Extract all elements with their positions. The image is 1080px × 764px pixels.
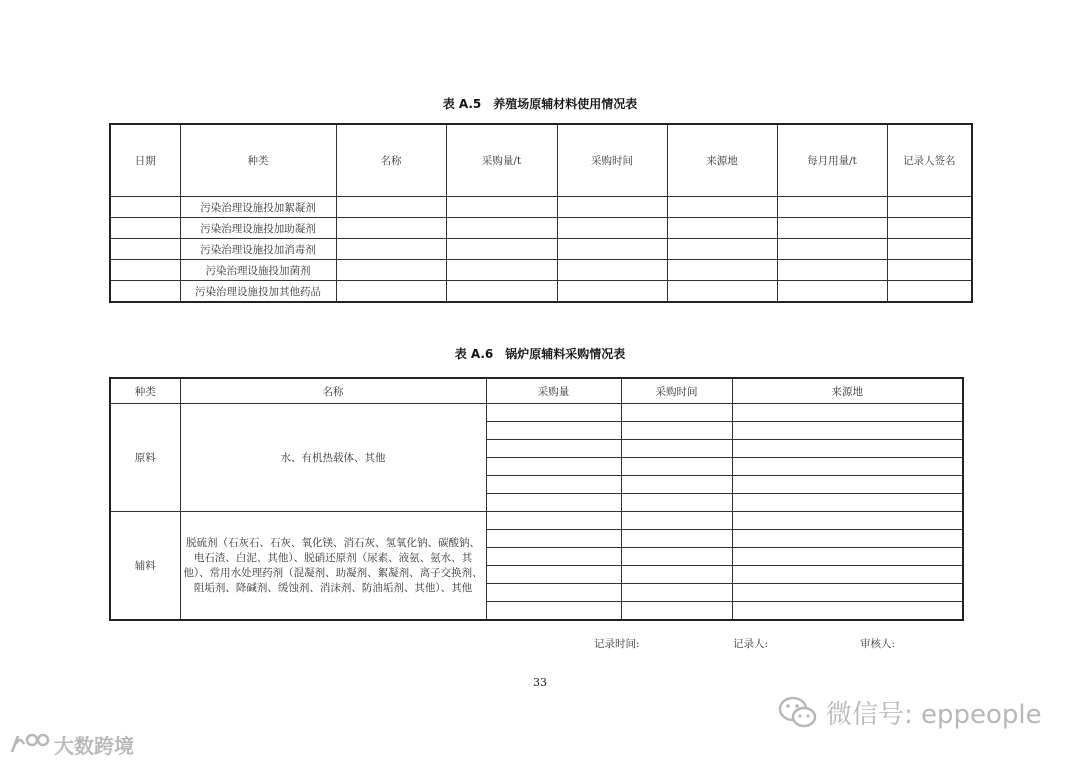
- input-cell[interactable]: [621, 422, 732, 440]
- input-cell[interactable]: [621, 512, 732, 530]
- input-cell[interactable]: [732, 476, 963, 494]
- input-cell[interactable]: [446, 197, 557, 218]
- input-cell[interactable]: [777, 239, 887, 260]
- type-cell: 污染治理设施投加助凝剂: [180, 218, 336, 239]
- table-row: [110, 197, 972, 218]
- header-date: 日期: [110, 124, 180, 197]
- table-a5-caption: 表 A.5 养殖场原辅材料使用情况表: [442, 97, 638, 111]
- table-a6-header-row: [110, 378, 963, 404]
- header-name: 名称: [180, 378, 486, 404]
- input-cell[interactable]: [446, 281, 557, 303]
- header-name: 名称: [336, 124, 446, 197]
- table-row: [110, 218, 972, 239]
- header-purchase-amount: 采购量: [486, 378, 621, 404]
- header-type: 种类: [110, 378, 180, 404]
- raw-category-cell: 原料: [110, 404, 180, 512]
- page-number: 33: [533, 676, 547, 689]
- input-cell[interactable]: [621, 404, 732, 422]
- input-cell[interactable]: [887, 239, 972, 260]
- recorder-label: 记录人:: [733, 638, 769, 650]
- input-cell[interactable]: [621, 548, 732, 566]
- input-cell[interactable]: [732, 530, 963, 548]
- header-recorder-signature: 记录人签名: [887, 124, 972, 197]
- date-cell[interactable]: [110, 197, 180, 218]
- input-cell[interactable]: [667, 239, 777, 260]
- input-cell[interactable]: [557, 281, 667, 303]
- input-cell[interactable]: [486, 404, 621, 422]
- input-cell[interactable]: [732, 566, 963, 584]
- aux-category-cell: 辅料: [110, 512, 180, 621]
- input-cell[interactable]: [732, 548, 963, 566]
- input-cell[interactable]: [777, 260, 887, 281]
- type-cell: 污染治理设施投加其他药品: [180, 281, 336, 303]
- input-cell[interactable]: [621, 530, 732, 548]
- table-row: [110, 239, 972, 260]
- input-cell[interactable]: [732, 458, 963, 476]
- input-cell[interactable]: [667, 197, 777, 218]
- table-row: [110, 281, 972, 303]
- input-cell[interactable]: [732, 602, 963, 621]
- input-cell[interactable]: [732, 584, 963, 602]
- input-cell[interactable]: [887, 260, 972, 281]
- input-cell[interactable]: [667, 218, 777, 239]
- input-cell[interactable]: [486, 494, 621, 512]
- input-cell[interactable]: [621, 566, 732, 584]
- wechat-id-text: 微信号: eppeople: [826, 700, 1042, 730]
- brand-text: 大数跨境: [54, 734, 134, 758]
- table-row: [110, 512, 963, 530]
- input-cell[interactable]: [621, 440, 732, 458]
- type-cell: 污染治理设施投加菌剂: [180, 260, 336, 281]
- date-cell[interactable]: [110, 218, 180, 239]
- input-cell[interactable]: [667, 281, 777, 303]
- table-row: [110, 260, 972, 281]
- input-cell[interactable]: [336, 260, 446, 281]
- input-cell[interactable]: [732, 422, 963, 440]
- input-cell[interactable]: [486, 530, 621, 548]
- input-cell[interactable]: [557, 239, 667, 260]
- table-a6-caption: 表 A.6 锅炉原辅料采购情况表: [454, 347, 626, 361]
- reviewer-label: 审核人:: [860, 638, 896, 650]
- input-cell[interactable]: [557, 197, 667, 218]
- type-cell: 污染治理设施投加絮凝剂: [180, 197, 336, 218]
- input-cell[interactable]: [732, 404, 963, 422]
- date-cell[interactable]: [110, 281, 180, 303]
- date-cell[interactable]: [110, 260, 180, 281]
- input-cell[interactable]: [486, 422, 621, 440]
- input-cell[interactable]: [557, 260, 667, 281]
- input-cell[interactable]: [486, 458, 621, 476]
- input-cell[interactable]: [732, 494, 963, 512]
- input-cell[interactable]: [486, 566, 621, 584]
- input-cell[interactable]: [621, 476, 732, 494]
- input-cell[interactable]: [486, 512, 621, 530]
- input-cell[interactable]: [667, 260, 777, 281]
- wechat-watermark: [778, 694, 1042, 731]
- input-cell[interactable]: [777, 218, 887, 239]
- header-source: 来源地: [667, 124, 777, 197]
- input-cell[interactable]: [336, 197, 446, 218]
- input-cell[interactable]: [336, 239, 446, 260]
- date-cell[interactable]: [110, 239, 180, 260]
- input-cell[interactable]: [557, 218, 667, 239]
- brand-watermark: [10, 730, 134, 759]
- input-cell[interactable]: [336, 218, 446, 239]
- input-cell[interactable]: [486, 602, 621, 621]
- table-row: [110, 404, 963, 422]
- input-cell[interactable]: [446, 218, 557, 239]
- input-cell[interactable]: [887, 281, 972, 303]
- input-cell[interactable]: [486, 440, 621, 458]
- input-cell[interactable]: [732, 512, 963, 530]
- table-a5-header-row: [110, 124, 972, 197]
- table-a5: [109, 123, 973, 303]
- header-source: 来源地: [732, 378, 963, 404]
- input-cell[interactable]: [446, 239, 557, 260]
- input-cell[interactable]: [621, 602, 732, 621]
- header-monthly-usage: 每月用量/t: [777, 124, 887, 197]
- input-cell[interactable]: [446, 260, 557, 281]
- input-cell[interactable]: [887, 197, 972, 218]
- type-cell: 污染治理设施投加消毒剂: [180, 239, 336, 260]
- wechat-icon: [778, 695, 818, 731]
- record-time-label: 记录时间:: [594, 638, 640, 650]
- input-cell[interactable]: [486, 476, 621, 494]
- table-a6: [109, 377, 964, 621]
- aux-name-cell: 脱硫剂（石灰石、石灰、氧化镁、消石灰、氢氧化钠、碳酸钠、电石渣、白泥、其他）、脱硝还原剂（尿素、液氨、氨水、其他）、常用水处理药剂（混凝剂、助凝剂、絮凝剂、离子交换剂、阻垢剂、降碱剂、缓蚀剂、消沫剂、防油垢剂、其他）、其他: [180, 512, 486, 621]
- input-cell[interactable]: [621, 458, 732, 476]
- input-cell[interactable]: [486, 584, 621, 602]
- header-purchase-time: 采购时间: [557, 124, 667, 197]
- input-cell[interactable]: [777, 281, 887, 303]
- input-cell[interactable]: [486, 548, 621, 566]
- brand-logo-icon: [10, 732, 50, 758]
- input-cell[interactable]: [887, 218, 972, 239]
- input-cell[interactable]: [621, 494, 732, 512]
- input-cell[interactable]: [621, 584, 732, 602]
- input-cell[interactable]: [336, 281, 446, 303]
- header-type: 种类: [180, 124, 336, 197]
- raw-name-cell: 水、有机热载体、其他: [180, 404, 486, 512]
- header-purchase-amount: 采购量/t: [446, 124, 557, 197]
- input-cell[interactable]: [732, 440, 963, 458]
- header-purchase-time: 采购时间: [621, 378, 732, 404]
- input-cell[interactable]: [777, 197, 887, 218]
